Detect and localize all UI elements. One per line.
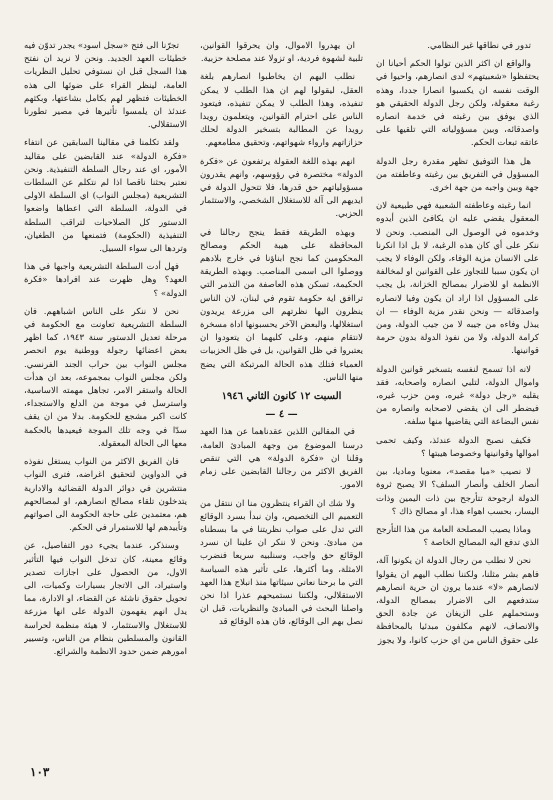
paragraph: وسنذكر، عندما يجيء دور التفاصيل، عن وقائع معينة، كان تدخل النواب فيها التأثير الاول، من الحصول على اجازات تصدير واستيراد، الى الاتجار بسيارات وكميات، الى تحويل حقوق ناشئة عن القضاء، او الادارة، مما يدل انهم يفهمون الدولة على انها مزرعة للاستغلال والاستثمار، لا هيئة منظمة لحراسة القانون والمسلطين بنظام من الناس، وتسيير امورهم ضمن حدود الانظمة والشرائع.	[24, 541, 187, 657]
paragraph: انما رغبته وعاطفته الشعبية فهي طبيعية لان المعقول يقضي عليه ان يكافئ الذين أيدوه وخدموه في الوصول الى المنصب. ونحن لا ننكر على أي كان هذه الرغبة، لا بل اذا انكرنا على الانسان مزية الوفاء، ولكن الوفاء لا يجب ان يكون سببا للتجاوز على القوانين او لمخالفة الانظمة او للاضرار بمصالح الخزانة، بل يجب على المسؤول اذا اراد ان يكون وفيا لانصاره واصدقائه — ونحن نقدر مزية الوفاء — ان يبذل وفاءه من جيبه لا من جيب الدولة، ومن كرامة الدولة، ولا من نفوذ الدولة بدون حرمة قوانينها.	[376, 201, 539, 357]
paragraph: هل هذا التوفيق تظهر مقدرة رجل الدولة المسؤول في التفريق بين رغبته وعاطفته من جهة وبين واجبه من جهة اخرى.	[376, 156, 539, 194]
paragraph: انهم بهذه اللغة العقولة يرتفعون عن «فكرة الدولة» مختصرة في رؤوسهم، وانهم يقدرون مسؤولياتهم حق قدرها، فلا تتحول الدولة في ايديهم الى آلة للاستغلال الشخصي، والاستثمار الحزبي.	[200, 156, 363, 220]
paragraph: وماذا يصيب المصلحة العامة من هذا التأرجح الذي تدفع اليه المصالح الخاصة ؟	[376, 524, 539, 549]
text-column-right	[376, 40, 539, 755]
paragraph: لا نصيب «ميا مقصد»، معنويا وماديا، بين أنصار الخلف وأنصار السلف؟ الا يصبح ثروة الدولة ارجوحة تتأرجح بين ذات اليمين وذات اليسار، بحسب اهواء هذا، او مصالح ذاك ؟	[376, 467, 539, 517]
text-column-left	[24, 40, 187, 755]
paragraph: تجرّنا الى فتح «سجل اسود» يجدر تدوّن فيه خطيئات العهد الجديد. ونحن لا نريد ان نفتح هذا السجل قبل ان نستوفي تحليل النظريات العامة، لينظر القراء على ضوئها الى هذه الخطيئات فتظهر لهم بكامل بشاعتها، وبكثهم عندئذ ان يلمسوا تأثيرها في مصير تطورنا الاستقلالي.	[24, 41, 187, 131]
paragraph: فان الفريق الاكثر من النواب يستغل نفوذه في الدواوين لتحقيق اغراضه، فترى النواب منتشرين في دوائر الدولة القضائية والادارية يتدخلون تلقاء مصالح انصارهم، او لمصالحهم هم، معتمدين على حاجة الحكومة الى اصواتهم وتأييدهم لها للاستمرار في الحكم.	[24, 457, 187, 534]
paragraph: تدور في نطاقها غير النظامي.	[427, 41, 531, 51]
page-number: ١٠٣	[30, 765, 50, 779]
paragraph: ولقد تكلمنا في مقالينا السابقين عن انتفاء «فكرة الدولة» عند القابضين على مقاليد الأمور، اي عند رجال السلطة التنفيذية. ونحن نعتبر بحثنا ناقصا اذا لم نتكلم عن السلطات التشريعية (مجلس النواب) اي السلطة الاولى في الدولة، السلطة التي اعطاها واضعوا الدستور كل الصلاحيات لتراقب السلطة التنفيذية (الحكومة) فتمنعها من الطغيان، وتردها الى سواء السبيل.	[24, 138, 187, 255]
paragraph: نحن لا نطلب من رجال الدولة ان يكونوا آلة، فاهم بشر مثلنا، ولكننا نطلب اليهم ان يقولوا لانصارهم «لا» عندما يرون ان حرية انصارهم ستدفعهم الى الاضرار بمصالح الدولة، وستحملهم على الزيغان عن جادة الحق والانصاف، لانهم مكلفون مبدئيا بالمحافظة على حقوق الناس من اي حزب كانوا، ولا يجوز	[376, 556, 539, 646]
text-column-middle	[200, 40, 363, 755]
article-date: السبت ١٢ كانون الثاني ١٩٤٦	[221, 391, 342, 403]
paragraph: لانه اذا تسمح لنفسه بتسخير قوانين الدولة واموال الدولة، لتلبي انصاره واصحابه، فقد يقلبه «رجل دولة» غيره، ومن حزب غيره، فيضطر الى ان يقضي لاصحابه وانصاره من نفس البضاعة التي يقاضيها منها سلفه.	[376, 364, 539, 428]
paragraph: ولا شك ان القراء ينتظرون منا ان ننتقل من التعميم الى التخصيص، وان نبدأ بسرد الوقائع التي تدل على صواب نظريتنا في ما بسطناه من مبادئ. ونحن لا ننكر ان علينا ان نسرد الوقائع حق واجب، وسنلبيه سريعا فنضرب الامثلة، وما أكثرها، على تأثير هذه السياسة التي ما برحنا نعاني سيئاتها منذ انبلاج هذا العهد الاستقلالي، ولكننا نستميحهم عذرا اذا نحن واصلنا البحث في المبادئ والنظريات، قبل ان نصل بهم الى الوقائع، فان هذه الوقائع قد	[200, 498, 363, 628]
paragraph: وبهذه الطريقة فقط ينجح رجالنا في المحافظة على هيبة الحكم ومصالح المحكومين كما نجح ابناؤنا في خارج بلادهم ووصلوا الى اسمى المناصب. وبهذه الطريقة الحكيمة، تسكن هذه العاصفة من التذمر التي تراافق اية حكومة تقوم في لبنان، لان الناس ينظرون اليها نظرتهم الى مزرعة يريدون استغلالها، والبعض الآخر يحسبونها اداة مسخرة لانتقام منهم، وعلى كليهما ان يتعودوا ان يعتبروا في ظل القوانين، بل في ظل الحزبيات العمياء فتلك هذه الحالة المرتبكة التي يضج منها الناس.	[200, 227, 363, 383]
paragraph: نطلب اليهم ان يخاطبوا انصارهم بلغة العقل، ليقولوا لهم ان هذا الطلب لا يمكن تنفيذه، وهذا الطلب لا يمكن تنفيذه، فيتعود الناس على احترام القوانين، ويتعلمون رويدا رويدا عن المطالبة بتسخير الدولة لحلك حزازاتهم وارواء شهواتهم، وتحقيق مطامعهم.	[200, 72, 363, 149]
paragraph: فكيف نصبح الدولة عندئذ، وكيف تحمى اموالها وقوانينها وخصوصا هيبتها ؟	[376, 435, 539, 459]
paragraph: نحن لا ننكر على الناس اشباههم. فان السلطة التشريعية تعاونت مع الحكومة في مرحلة تعديل الدستور سنة ١٩٤٣، كما اظهر بعض اعضائها رجولة ووطنية يوم انحصر مجلس النواب بين حراب الجند الفرنسي. ولكن مجلس النواب بمجموعه، بعد ان هدأت الحالة واستقر الامر، تجاهل مهمته الاساسية، واسترسل في موجة من الدلع والاستجداء، كانت اكبر مشجع للحكومة. بدلا من ان يقف سدّا في وجه تلك الموجة فيعيدها بالحكمة معها الى الحالة المعقولة.	[24, 306, 187, 449]
paragraph: في المقالين اللذين عقدناهما عن هذا العهد درسنا الموضوع من وجهة المبادئ العامة، وقلنا ان «فكرة الدولة» هي التي تنقص الفريق الاكثر من رجالنا القابضين على زمام الامور.	[200, 427, 363, 491]
paragraph: فهل أدت السلطة التشريعية واجبها في هذا العهد؟ وهل ظهرت عند افرادها «فكرة الدولة» ؟	[24, 262, 187, 299]
paragraph: والواقع ان اكثر الذين تولوا الحكم أحيانا ان يحتفظوا «شعبيتهم» لدى انصارهم، واحيوا في الوقت نفسه ان يكسبوا انصارا جددا، وهذه رغبة معقولة، ولكن رجل الدولة الحقيقي هو الذي يوفق بين رغبته في خدمة انصاره واصدقائه، وبين مسؤولياته التي تلقيها على عاتقه تبعات الحكم.	[376, 59, 539, 149]
paragraph: ان يهدروا الاموال، وان يحرقوا القوانين، تلبية لشهوة فردية، او تزولا عند مصلحة حزبية.	[200, 41, 363, 65]
section-number: — ٤ —	[265, 409, 298, 421]
